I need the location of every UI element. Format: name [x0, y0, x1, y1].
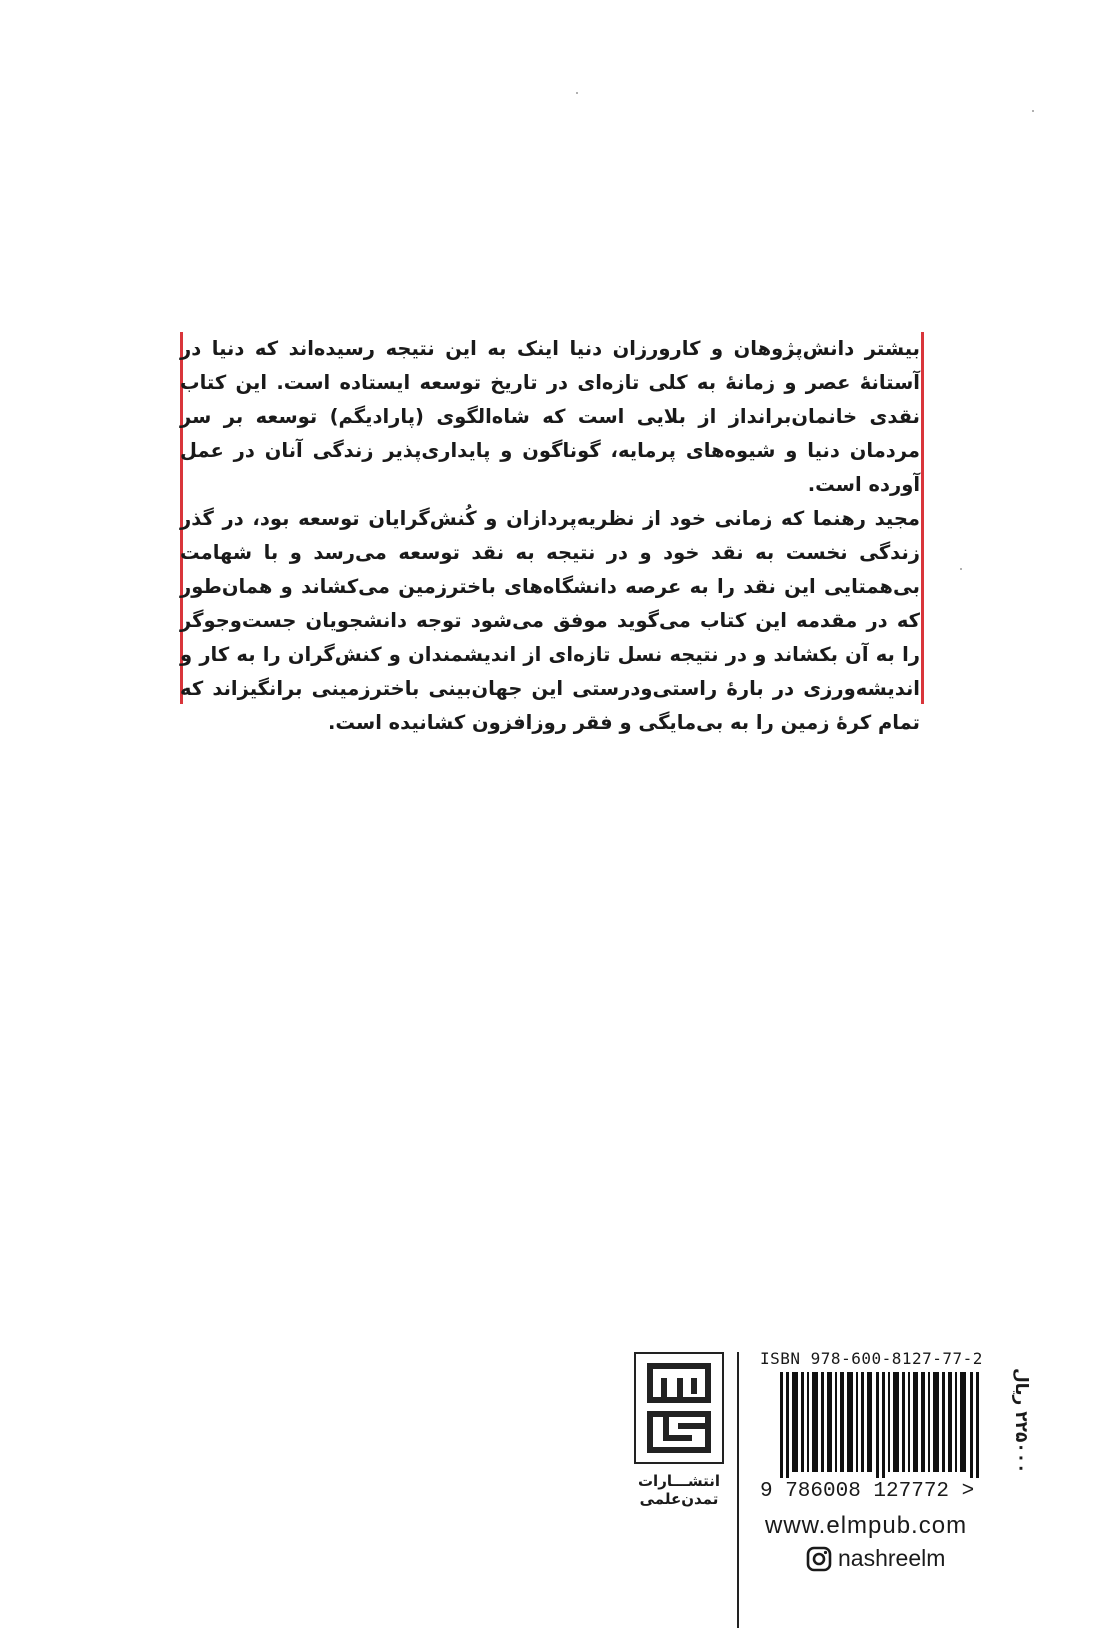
- publisher-name: [632, 1472, 726, 1508]
- barcode: [780, 1372, 980, 1478]
- blurb-paragraph-2: مجید رهنما که زمانی خود از نظریه‌پردازان و کُنش‌گرایان توسعه بود، در گذر زندگی نخست به نقد خود و در نتیجه به نقد توسعه می‌رسد و با شهامت بی‌همتایی این نقد را به عرصه دانشگاه‌های باخترزمین می‌کشاند و همان‌طور که در مقدمه این کتاب می‌گوید موفق می‌شود توجه دانشجویان جست‌وجوگر را به آن بکشاند و در نتیجه نسل تازه‌ای از اندیشمندان و کنش‌گران را به کار و اندیشه‌ورزی در بارهٔ راستی‌ودرستی این جهان‌بینی باخترزمینی برانگیزاند که تمام کرهٔ زمین را به بی‌مایگی و فقر روزافزون کشانیده است.: [180, 507, 920, 734]
- instagram-icon: [806, 1546, 832, 1572]
- instagram-link[interactable]: [806, 1545, 945, 1572]
- isbn-label: ISBN 978-600-8127-77-2: [760, 1349, 983, 1368]
- price-label: [1005, 1368, 1035, 1488]
- back-cover-blurb: [180, 332, 920, 740]
- blurb-paragraph-1: بیشتر دانش‌پژوهان و کارورزان دنیا اینک به این نتیجه رسیده‌اند که دنیا در آستانهٔ عصر و زمانهٔ به کلی تازه‌ای در تاریخ توسعه ایستاده است. این کتاب نقدی خانمان‌برانداز از بلایی است که شاه‌الگوی (پارادیگم) توسعه بر سر مردمان دنیا و شیوه‌های پرمایه، گوناگون و پایداری‌پذیر زندگی آنان در عمل آورده است.: [180, 337, 920, 496]
- price-text: ۲۲۵۰۰۰ ریال: [1011, 1368, 1031, 1474]
- publisher-name-line-2: تمدن‌علمی: [639, 1490, 719, 1508]
- publisher-logo-icon: [636, 1354, 722, 1462]
- divider-line: [737, 1352, 739, 1628]
- blurb-right-rule: [921, 332, 924, 704]
- publisher-name-line-1: انتشـــارات: [637, 1472, 721, 1490]
- barcode-digits: 9 786008 127772 >: [760, 1480, 975, 1503]
- publisher-logo: [632, 1352, 726, 1508]
- instagram-handle: nashreelm: [838, 1545, 946, 1571]
- publisher-logo-mark: [634, 1352, 724, 1464]
- publisher-website[interactable]: www.elmpub.com: [765, 1512, 968, 1539]
